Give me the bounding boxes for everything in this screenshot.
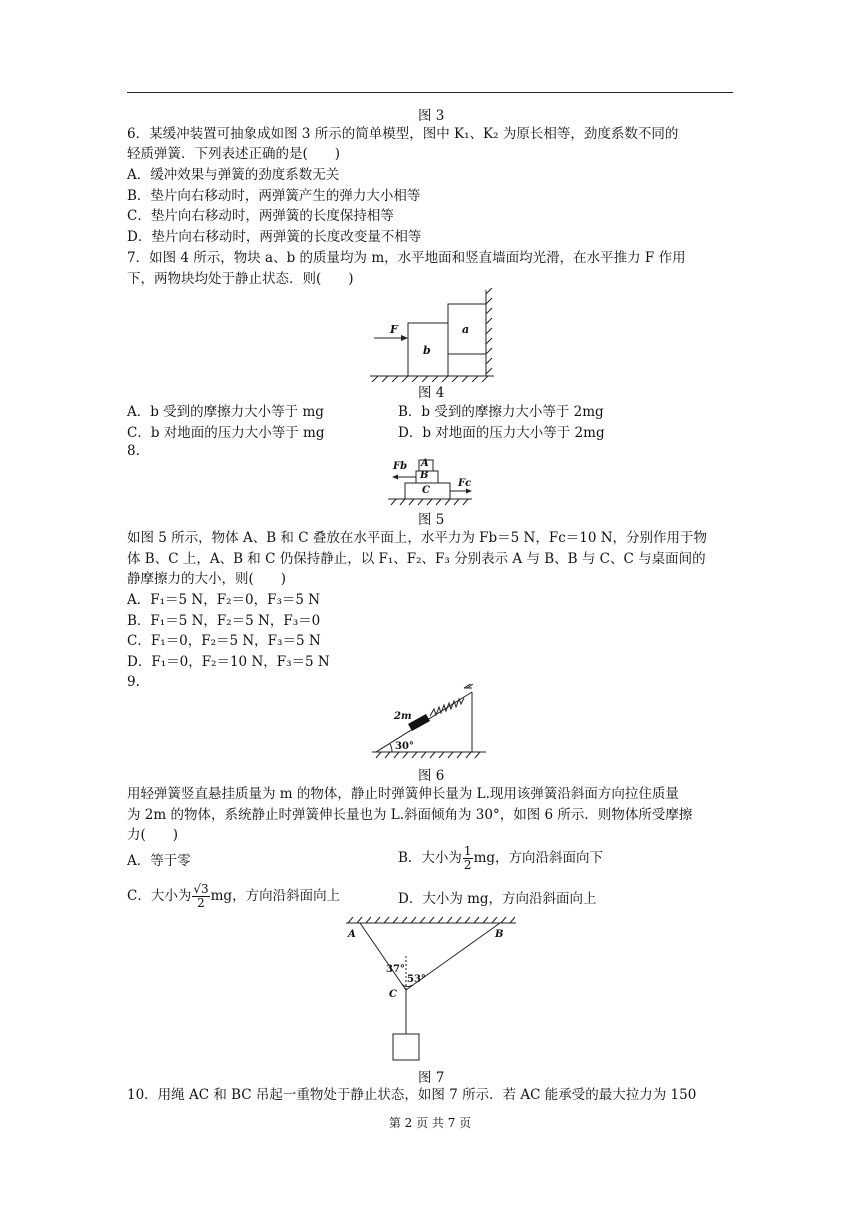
figure-4-label-F: F [390,323,398,336]
q6-option-c: C．垫片向右移动时，两弹簧的长度保持相等 [127,208,394,224]
figure-7-label-A: A [348,929,356,940]
q9-option-c-fraction [192,883,209,910]
figure-5-label-C: C [422,485,430,496]
q9-option-b-numerator: 1 [463,844,472,858]
figure-7-angle-left: 37° [386,964,405,975]
q10-stem-line1: 10．用绳 AC 和 BC 吊起一重物处于静止状态，如图 7 所示．若 AC 能承受的最大拉力为 150 [127,1087,697,1103]
q8-option-b: B．F₁＝5 N，F₂＝5 N，F₃＝0 [127,613,321,629]
figure-5-label-Fb: Fb [393,461,408,472]
q9-option-c [127,881,340,911]
q8-stem-line2: 体 B、C 上，A、B 和 C 仍保持静止，以 F₁、F₂、F₃ 分别表示 A 与 B、B 与 C、C 与桌面间的 [127,551,706,567]
figure-5-caption: 图 5 [418,512,445,528]
q7-option-b: B．b 受到的摩擦力大小等于 2mg [398,404,604,420]
figure-4-blocks-against-wall [362,288,502,382]
q6-option-b: B．垫片向右移动时，两弹簧产生的弹力大小相等 [127,188,421,204]
q8-stem-line3: 静摩擦力的大小，则( ) [127,571,287,587]
q9-stem-line1: 用轻弹簧竖直悬挂质量为 m 的物体，静止时弹簧伸长量为 L.现用该弹簧沿斜面方向拉住质量 [127,786,679,802]
figure-5-label-A: A [421,458,429,469]
q9-option-c-denominator: 2 [197,896,205,910]
figure-7-suspended-weight [340,916,520,1066]
q8-option-c: C．F₁＝0，F₂＝5 N，F₃＝5 N [127,633,321,649]
q7-option-a: A．b 受到的摩擦力大小等于 mg [127,404,324,420]
figure-4-caption: 图 4 [418,385,445,401]
q7-stem-line2: 下，两物块均处于静止状态．则( ) [127,271,354,287]
q7-option-d: D．b 对地面的压力大小等于 2mg [398,425,605,441]
q6-option-a: A．缓冲效果与弹簧的劲度系数无关 [127,167,340,183]
q9-option-c-suffix: mg，方向沿斜面向上 [210,888,341,904]
figure-7-caption: 图 7 [418,1070,445,1086]
q8-option-d: D．F₁＝0，F₂＝10 N，F₃＝5 N [127,654,330,670]
figure-7-angle-right: 53° [407,974,426,985]
figure-6-incline-spring [368,684,492,760]
figure-6-label-mass: 2m [394,711,412,722]
q7-stem-line1: 7．如图 4 所示，物块 a、b 的质量均为 m，水平地面和竖直墙面均光滑，在水平推力 F 作用 [127,250,686,266]
figure-5-label-B: B [420,470,429,481]
q9-option-b [398,843,603,873]
q9-option-b-suffix: mg，方向沿斜面向下 [473,850,604,866]
figure-4-label-a: a [462,323,470,336]
q8-stem-line1: 如图 5 所示，物体 A、B 和 C 叠放在水平面上，水平力为 Fb＝5 N，Fc＝10 N，分别作用于物 [127,530,708,546]
q9-option-c-prefix: C．大小为 [127,888,192,904]
q9-number: 9. [127,674,140,690]
q9-stem-line3: 力( ) [127,827,179,843]
q7-option-c: C．b 对地面的压力大小等于 mg [127,425,325,441]
q9-option-b-prefix: B．大小为 [398,850,462,866]
header-rule [127,92,733,93]
figure-6-label-angle: 30° [395,741,414,752]
q8-number: 8. [127,443,140,459]
q9-option-d: D．大小为 mg，方向沿斜面向上 [398,891,597,907]
q9-stem-line2: 为 2m 的物体，系统静止时弹簧伸长量也为 L.斜面倾角为 30°，如图 6 所示．则物体所受摩擦 [127,807,693,823]
figure-7-label-C: C [389,989,397,1000]
q9-option-b-denominator: 2 [463,858,472,872]
figure-3-caption: 图 3 [418,108,445,124]
q6-stem-line1: 6．某缓冲装置可抽象成如图 3 所示的简单模型，图中 K₁、K₂ 为原长相等，劲度系数不同的 [127,126,679,142]
q9-option-a: A．等于零 [127,853,191,869]
q9-option-b-fraction [463,845,473,872]
q6-option-d: D．垫片向右移动时，两弹簧的长度改变量不相等 [127,229,422,245]
q9-option-c-numerator: √3 [193,882,209,896]
q8-option-a: A．F₁＝5 N，F₂＝0，F₃＝5 N [127,592,321,608]
figure-6-caption: 图 6 [418,768,445,784]
figure-7-label-B: B [495,929,504,940]
figure-5-label-Fc: Fc [458,478,472,489]
q6-stem-line2: 轻质弹簧．下列表述正确的是( ) [127,146,341,162]
page-footer: 第 2 页 共 7 页 [388,1116,472,1130]
figure-4-label-b: b [423,344,431,357]
